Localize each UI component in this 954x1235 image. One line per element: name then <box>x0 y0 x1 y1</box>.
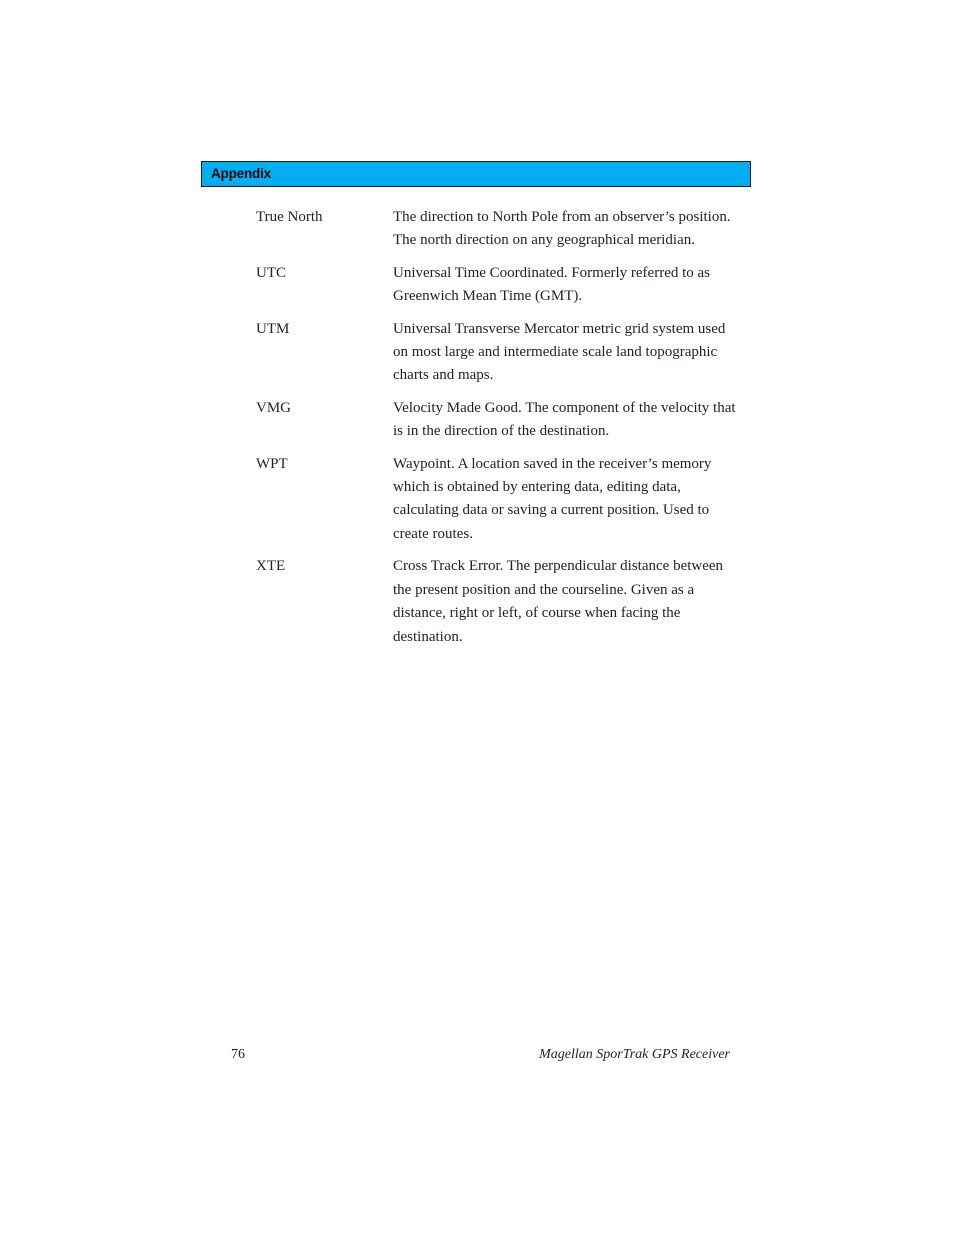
glossary-definition: Cross Track Error. The perpendicular distance between the present position and the courseline. Given as a distance, right or left, of course when facing the destination. <box>393 558 724 645</box>
page-number: 76 <box>231 1047 245 1062</box>
glossary-term: VMG <box>256 399 292 416</box>
glossary-entry <box>256 206 736 253</box>
glossary-entry <box>256 453 736 547</box>
section-title: Appendix <box>211 166 271 181</box>
glossary-term: UTC <box>256 264 286 281</box>
glossary-entry <box>256 262 736 309</box>
glossary-term: True North <box>256 209 323 225</box>
glossary-definition: Waypoint. A location saved in the receiver’s memory which is obtained by entering data, editing data, calculating data or saving a current position. Used to create routes. <box>393 455 712 542</box>
section-header-bar <box>201 161 751 187</box>
glossary-list <box>256 206 736 658</box>
running-footer-title: Magellan SporTrak GPS Receiver <box>539 1047 730 1062</box>
glossary-definition: Universal Time Coordinated. Formerly referred to as Greenwich Mean Time (GMT). <box>393 264 711 305</box>
glossary-term: WPT <box>256 455 288 472</box>
glossary-entry <box>256 555 736 649</box>
glossary-entry <box>256 397 736 444</box>
glossary-definition: The direction to North Pole from an observer’s position. The north direction on any geographical meridian. <box>393 209 731 249</box>
glossary-entry <box>256 318 736 388</box>
glossary-definition: Velocity Made Good. The component of the velocity that is in the direction of the destination. <box>393 399 736 440</box>
glossary-term: UTM <box>256 320 290 337</box>
glossary-definition: Universal Transverse Mercator metric grid system used on most large and intermediate scale land topographic charts and maps. <box>393 320 726 384</box>
glossary-term: XTE <box>256 558 286 575</box>
